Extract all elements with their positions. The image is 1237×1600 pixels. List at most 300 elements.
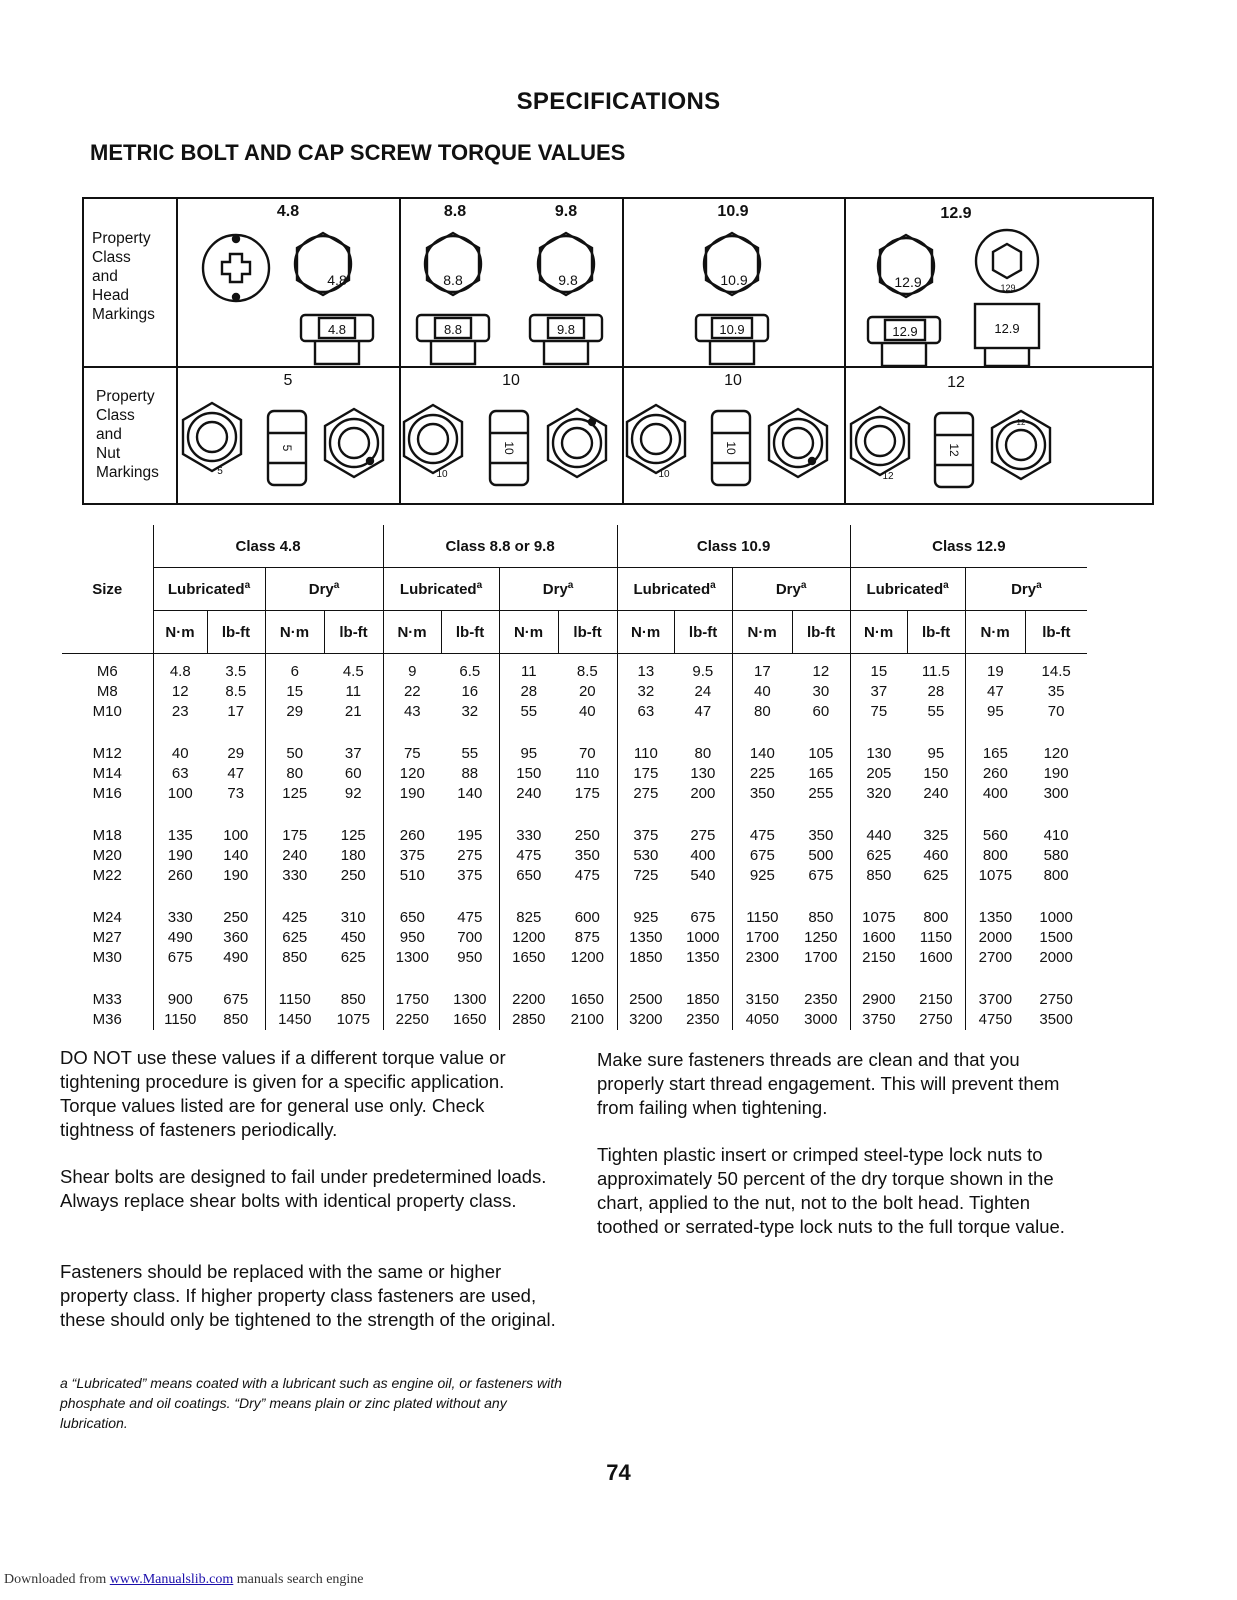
torque-cell: 75	[383, 744, 441, 764]
table-row	[62, 682, 1087, 702]
torque-cell: 2750	[919, 1011, 953, 1028]
note-lock-nuts: Tighten plastic insert or crimped steel-type lock nuts to approximately 50 percent of the dry torque shown in the chart, applied to the nut, not to the bolt head. Tighten toothed or serrated-type lock nuts to the full torque value.	[597, 1144, 1065, 1237]
download-footer: Downloaded from www.Manualslib.com manuals search engine	[4, 1572, 364, 1587]
torque-cell: 1200	[570, 949, 604, 966]
torque-cell: 3750	[850, 1010, 907, 1030]
socket-side-mark-12-9: 12.9	[994, 321, 1020, 336]
torque-cell: 6	[265, 654, 324, 683]
table-row	[62, 744, 1087, 764]
torque-cell: 625	[340, 949, 366, 966]
torque-cell: 275	[457, 847, 483, 864]
class-header-8-8-9-8: Class 8.8 or 9.8	[383, 525, 617, 568]
torque-cell: 700	[457, 929, 483, 946]
torque-cell: 675	[223, 991, 249, 1008]
torque-cell: 2350	[804, 991, 838, 1008]
torque-cell: 460	[923, 847, 949, 864]
size-cell: M16	[92, 785, 122, 802]
nut-class-label-5: 5	[283, 372, 293, 389]
torque-cell: 180	[340, 847, 366, 864]
torque-cell: 130	[850, 744, 907, 764]
torque-cell: 310	[340, 909, 366, 926]
torque-cell: 440	[850, 826, 907, 846]
unit-header: N·m	[153, 611, 207, 654]
head-mark-9-8: 9.8	[558, 272, 578, 288]
torque-cell: 400	[690, 847, 716, 864]
torque-cell: 195	[457, 827, 483, 844]
torque-cell: 200	[690, 785, 716, 802]
torque-cell: 1075	[336, 1011, 370, 1028]
torque-cell: 63	[153, 764, 207, 784]
bolt-side-8-8-icon	[417, 315, 489, 364]
hex-head-12-9-icon	[878, 235, 934, 297]
bolt-mark-4-8: 4.8	[327, 322, 347, 337]
torque-cell: 675	[153, 948, 207, 968]
torque-cell: 1350	[965, 908, 1025, 928]
nut-mark-5b: 5	[280, 444, 294, 452]
torque-cell: 92	[344, 785, 362, 802]
unit-header: lb-ft	[558, 611, 617, 654]
torque-cell: 325	[923, 827, 949, 844]
bolt-mark-8-8: 8.8	[443, 322, 463, 337]
condition-header: Lubricated$^a$	[383, 568, 499, 611]
torque-cell: 260	[153, 866, 207, 886]
torque-cell: 330	[153, 908, 207, 928]
torque-cell: 80	[694, 745, 712, 762]
torque-cell: 1650	[499, 948, 558, 968]
torque-cell: 175	[574, 785, 600, 802]
hex-head-10-9-icon	[704, 233, 760, 295]
table-row	[62, 702, 1087, 722]
torque-cell: 1150	[732, 908, 792, 928]
torque-cell: 100	[223, 827, 249, 844]
torque-cell: 260	[965, 764, 1025, 784]
nut-mark-10c: 10	[658, 469, 670, 480]
torque-cell: 24	[694, 683, 712, 700]
torque-cell: 9	[383, 654, 441, 683]
unit-header: N·m	[499, 611, 558, 654]
torque-cell: 60	[344, 765, 362, 782]
size-cell: M8	[96, 683, 118, 700]
torque-cell: 1150	[265, 990, 324, 1010]
class-label-10-9: 10.9	[717, 203, 749, 220]
torque-cell: 875	[574, 929, 600, 946]
torque-cell: 625	[265, 928, 324, 948]
class-label-9-8: 9.8	[554, 203, 578, 220]
torque-cell: 73	[227, 785, 245, 802]
torque-cell: 675	[690, 909, 716, 926]
nut-face-10a-icon	[404, 405, 462, 480]
socket-mark-12-9: 129	[1000, 283, 1016, 293]
torque-cell: 4750	[965, 1010, 1025, 1030]
condition-header: Lubricated$^a$	[617, 568, 732, 611]
torque-cell: 30	[812, 683, 830, 700]
torque-cell: 800	[965, 846, 1025, 866]
torque-cell: 320	[850, 784, 907, 804]
torque-cell: 88	[461, 765, 479, 782]
condition-header: Lubricated$^a$	[850, 568, 965, 611]
torque-cell: 950	[457, 949, 483, 966]
torque-cell: 300	[1043, 785, 1069, 802]
size-cell: M20	[92, 847, 122, 864]
torque-cell: 55	[927, 703, 945, 720]
torque-cell: 2350	[686, 1011, 720, 1028]
torque-cell: 375	[457, 867, 483, 884]
torque-cell: 120	[1043, 745, 1069, 762]
footnote: a “Lubricated” means coated with a lubricant such as engine oil, or fasteners with phosphate and oil coatings. “Dry” means plain or zinc plated without any lubrication.	[60, 1375, 562, 1431]
bolt-mark-12-9: 12.9	[892, 324, 918, 339]
torque-cell: 675	[808, 867, 834, 884]
condition-header: Dry$^a$	[732, 568, 850, 611]
note-replacement-class: Fasteners should be replaced with the same or higher property class. If higher property class fasteners are used, these should only be tightened to the strength of the original.	[60, 1261, 556, 1330]
nut-class-label-12: 12	[947, 374, 965, 391]
torque-cell: 3700	[965, 990, 1025, 1010]
unit-header: N·m	[383, 611, 441, 654]
torque-cell: 95	[965, 702, 1025, 722]
torque-cell: 4.5	[342, 663, 364, 680]
torque-cell: 800	[1043, 867, 1069, 884]
torque-cell: 2750	[1039, 991, 1073, 1008]
torque-cell: 1300	[453, 991, 487, 1008]
bolt-mark-9-8: 9.8	[556, 322, 576, 337]
markings-drawings	[84, 199, 1152, 503]
torque-cell: 28	[927, 683, 945, 700]
torque-cell: 1600	[919, 949, 953, 966]
torque-cell: 800	[923, 909, 949, 926]
torque-cell: 410	[1043, 827, 1069, 844]
torque-cell: 70	[1047, 703, 1065, 720]
torque-cell: 100	[153, 784, 207, 804]
class-header-4-8: Class 4.8	[153, 525, 383, 568]
torque-cell: 11.5	[921, 663, 950, 680]
nut-face-12-icon	[851, 407, 909, 482]
bolt-side-4-8-icon	[301, 315, 373, 364]
torque-cell: 1150	[919, 929, 952, 946]
nut-mark-12a: 12	[882, 471, 894, 482]
torque-cell: 1350	[617, 928, 674, 948]
torque-cell: 475	[574, 867, 600, 884]
class-label-12-9: 12.9	[940, 205, 972, 222]
unit-header: lb-ft	[324, 611, 383, 654]
torque-cell: 4050	[732, 1010, 792, 1030]
torque-cell: 1700	[804, 949, 838, 966]
torque-cell: 240	[265, 846, 324, 866]
nut-markings-label: Property Class and Nut Markings	[96, 388, 159, 481]
torque-cell: 110	[575, 765, 600, 782]
torque-cell: 12	[812, 663, 830, 680]
torque-cell: 140	[223, 847, 249, 864]
unit-header: N·m	[965, 611, 1025, 654]
torque-cell: 12	[153, 682, 207, 702]
table-row	[62, 908, 1087, 928]
torque-cell: 475	[732, 826, 792, 846]
bolt-side-12-9-icon	[868, 317, 940, 366]
torque-cell: 600	[574, 909, 600, 926]
torque-cell: 3150	[732, 990, 792, 1010]
torque-cell: 900	[153, 990, 207, 1010]
table-row	[62, 764, 1087, 784]
size-cell: M18	[92, 827, 122, 844]
torque-cell: 580	[1043, 847, 1069, 864]
torque-cell: 825	[499, 908, 558, 928]
torque-cell: 13	[617, 654, 674, 683]
torque-cell: 135	[153, 826, 207, 846]
torque-cell: 125	[265, 784, 324, 804]
torque-cell: 250	[223, 909, 249, 926]
torque-cell: 350	[808, 827, 834, 844]
torque-cell: 190	[223, 867, 249, 884]
torque-cell: 120	[383, 764, 441, 784]
unit-header: lb-ft	[1025, 611, 1087, 654]
torque-cell: 275	[617, 784, 674, 804]
size-cell: M10	[92, 703, 122, 720]
socket-side-12-9-icon	[975, 304, 1039, 366]
unit-header: N·m	[850, 611, 907, 654]
size-cell: M24	[92, 909, 122, 926]
unit-header: lb-ft	[792, 611, 850, 654]
torque-cell: 190	[153, 846, 207, 866]
nut-mark-10d: 10	[724, 441, 738, 455]
torque-cell: 9.5	[692, 663, 714, 680]
torque-cell: 2700	[965, 948, 1025, 968]
size-cell: M33	[92, 991, 122, 1008]
torque-cell: 140	[457, 785, 483, 802]
class-header-10-9: Class 10.9	[617, 525, 850, 568]
hex-head-4-8-icon	[295, 233, 351, 295]
torque-cell: 47	[965, 682, 1025, 702]
torque-cell: 95	[927, 745, 945, 762]
condition-header: Dry$^a$	[265, 568, 383, 611]
manualslib-link[interactable]: www.Manualslib.com	[109, 1572, 234, 1587]
torque-cell: 850	[850, 866, 907, 886]
size-cell: M36	[92, 1011, 122, 1028]
torque-cell: 1150	[153, 1010, 207, 1030]
torque-cell: 4.8	[153, 654, 207, 683]
torque-cell: 2250	[383, 1010, 441, 1030]
torque-cell: 1075	[965, 866, 1025, 886]
torque-cell: 2500	[617, 990, 674, 1010]
nut-class-label-10b: 10	[724, 372, 742, 389]
nut-side-5-icon	[268, 411, 306, 485]
torque-cell: 3.5	[225, 663, 247, 680]
unit-header: lb-ft	[441, 611, 499, 654]
bolt-mark-10-9: 10.9	[719, 322, 745, 337]
torque-cell: 205	[850, 764, 907, 784]
section-title: METRIC BOLT AND CAP SCREW TORQUE VALUES	[90, 140, 626, 165]
torque-cell: 190	[1043, 765, 1069, 782]
torque-cell: 2200	[499, 990, 558, 1010]
table-row	[62, 846, 1087, 866]
torque-cell: 850	[340, 991, 366, 1008]
torque-cell: 850	[808, 909, 834, 926]
torque-cell: 19	[965, 654, 1025, 683]
torque-cell: 1750	[383, 990, 441, 1010]
torque-cell: 350	[732, 784, 792, 804]
size-cell: M6	[96, 663, 118, 680]
torque-cell: 165	[808, 765, 834, 782]
torque-cell: 1350	[686, 949, 720, 966]
torque-cell: 2100	[570, 1011, 604, 1028]
torque-cell: 2900	[850, 990, 907, 1010]
torque-cell: 260	[383, 826, 441, 846]
torque-cell: 32	[461, 703, 479, 720]
torque-cell: 60	[812, 703, 830, 720]
size-header: Size	[62, 525, 153, 654]
torque-cell: 1500	[1039, 929, 1073, 946]
torque-cell: 22	[383, 682, 441, 702]
table-row	[62, 826, 1087, 846]
torque-cell: 250	[340, 867, 366, 884]
nut-face-10b-icon	[627, 405, 685, 480]
table-row	[62, 948, 1087, 968]
torque-cell: 15	[850, 654, 907, 683]
torque-cell: 3000	[804, 1011, 838, 1028]
class-header-12-9: Class 12.9	[850, 525, 1087, 568]
nut-mark-10b: 10	[502, 441, 516, 455]
torque-cell: 560	[965, 826, 1025, 846]
torque-cell: 23	[153, 702, 207, 722]
torque-cell: 490	[153, 928, 207, 948]
torque-cell: 2150	[850, 948, 907, 968]
torque-cell: 450	[340, 929, 366, 946]
torque-cell: 1700	[732, 928, 792, 948]
torque-cell: 35	[1047, 683, 1065, 700]
size-cell: M12	[92, 745, 122, 762]
torque-cell: 1000	[686, 929, 720, 946]
nut-face-10b-notch-icon	[769, 409, 827, 477]
torque-cell: 475	[499, 846, 558, 866]
unit-header: N·m	[732, 611, 792, 654]
torque-cell: 150	[499, 764, 558, 784]
torque-cell: 1600	[850, 928, 907, 948]
torque-cell: 29	[265, 702, 324, 722]
hex-head-8-8-icon	[425, 233, 481, 295]
torque-cell: 6.5	[459, 663, 481, 680]
torque-cell: 150	[923, 765, 949, 782]
torque-cell: 650	[383, 908, 441, 928]
torque-cell: 1250	[804, 929, 838, 946]
torque-cell: 375	[617, 826, 674, 846]
nut-class-label-10a: 10	[502, 372, 520, 389]
note-shear-bolts: Shear bolts are designed to fail under predetermined loads. Always replace shear bolts with identical property class.	[60, 1166, 547, 1211]
torque-cell: 40	[578, 703, 596, 720]
table-row	[62, 928, 1087, 948]
torque-cell: 1200	[499, 928, 558, 948]
torque-cell: 165	[965, 744, 1025, 764]
torque-cell: 475	[457, 909, 483, 926]
torque-cell: 510	[383, 866, 441, 886]
torque-cell: 20	[578, 683, 596, 700]
torque-cell: 55	[499, 702, 558, 722]
torque-cell: 530	[617, 846, 674, 866]
torque-cell: 190	[383, 784, 441, 804]
table-row	[62, 866, 1087, 886]
torque-cell: 40	[153, 744, 207, 764]
torque-cell: 1000	[1039, 909, 1073, 926]
nut-mark-12b: 12	[947, 443, 961, 457]
torque-cell: 175	[617, 764, 674, 784]
torque-cell: 21	[344, 703, 362, 720]
torque-cell: 47	[694, 703, 712, 720]
condition-header: Dry$^a$	[499, 568, 617, 611]
torque-cell: 125	[340, 827, 366, 844]
torque-cell: 3500	[1039, 1011, 1073, 1028]
socket-head-12-9-icon	[976, 230, 1038, 293]
note-different-torque: DO NOT use these values if a different torque value or tightening procedure is given for a specific application. Torque values listed are for general use only. Check tightness of fasteners periodically.	[60, 1047, 506, 1140]
torque-cell: 105	[808, 745, 834, 762]
torque-cell: 55	[461, 745, 479, 762]
torque-cell: 225	[732, 764, 792, 784]
torque-cell: 2850	[499, 1010, 558, 1030]
torque-cell: 490	[223, 949, 249, 966]
torque-cell: 14.5	[1041, 663, 1071, 680]
bolt-side-10-9-icon	[696, 315, 768, 364]
nut-side-12-icon	[935, 413, 973, 487]
nut-face-12-notch-icon	[992, 411, 1050, 479]
class-label-8-8: 8.8	[443, 203, 467, 220]
unit-header: lb-ft	[907, 611, 965, 654]
torque-cell: 675	[732, 846, 792, 866]
torque-cell: 240	[499, 784, 558, 804]
torque-cell: 37	[850, 682, 907, 702]
torque-cell: 1650	[453, 1011, 487, 1028]
size-cell: M27	[92, 929, 122, 946]
table-row	[62, 990, 1087, 1010]
unit-header: N·m	[265, 611, 324, 654]
nut-face-5-notch-icon	[325, 409, 383, 477]
torque-cell: 43	[383, 702, 441, 722]
torque-cell: 17	[227, 703, 245, 720]
head-markings-label: Property Class and Head Markings	[92, 230, 155, 323]
torque-cell: 375	[383, 846, 441, 866]
torque-cell: 8.5	[576, 663, 598, 680]
torque-cell: 1450	[265, 1010, 324, 1030]
torque-cell: 50	[265, 744, 324, 764]
torque-cell: 540	[690, 867, 716, 884]
torque-cell: 175	[265, 826, 324, 846]
torque-cell: 350	[574, 847, 600, 864]
torque-values-table	[62, 525, 1087, 1030]
torque-cell: 1850	[617, 948, 674, 968]
torque-cell: 925	[617, 908, 674, 928]
torque-cell: 15	[265, 682, 324, 702]
torque-cell: 11	[345, 683, 362, 700]
torque-cell: 360	[223, 929, 249, 946]
torque-cell: 275	[690, 827, 716, 844]
nut-side-10b-icon	[712, 411, 750, 485]
torque-cell: 63	[617, 702, 674, 722]
torque-cell: 95	[499, 744, 558, 764]
head-mark-10-9: 10.9	[720, 272, 748, 288]
unit-header: lb-ft	[674, 611, 732, 654]
torque-cell: 80	[265, 764, 324, 784]
torque-cell: 16	[461, 683, 479, 700]
torque-cell: 140	[732, 744, 792, 764]
torque-cell: 75	[850, 702, 907, 722]
class-label-4-8: 4.8	[276, 203, 300, 220]
torque-cell: 330	[265, 866, 324, 886]
page-number: 74	[606, 1460, 631, 1485]
torque-cell: 240	[923, 785, 949, 802]
torque-cell: 330	[499, 826, 558, 846]
nut-side-10a-icon	[490, 411, 528, 485]
size-cell: M22	[92, 867, 122, 884]
table-row	[62, 1010, 1087, 1030]
torque-cell: 425	[265, 908, 324, 928]
torque-cell: 850	[223, 1011, 249, 1028]
torque-cell: 32	[617, 682, 674, 702]
torque-cell: 110	[617, 744, 674, 764]
page-title: SPECIFICATIONS	[516, 88, 721, 115]
